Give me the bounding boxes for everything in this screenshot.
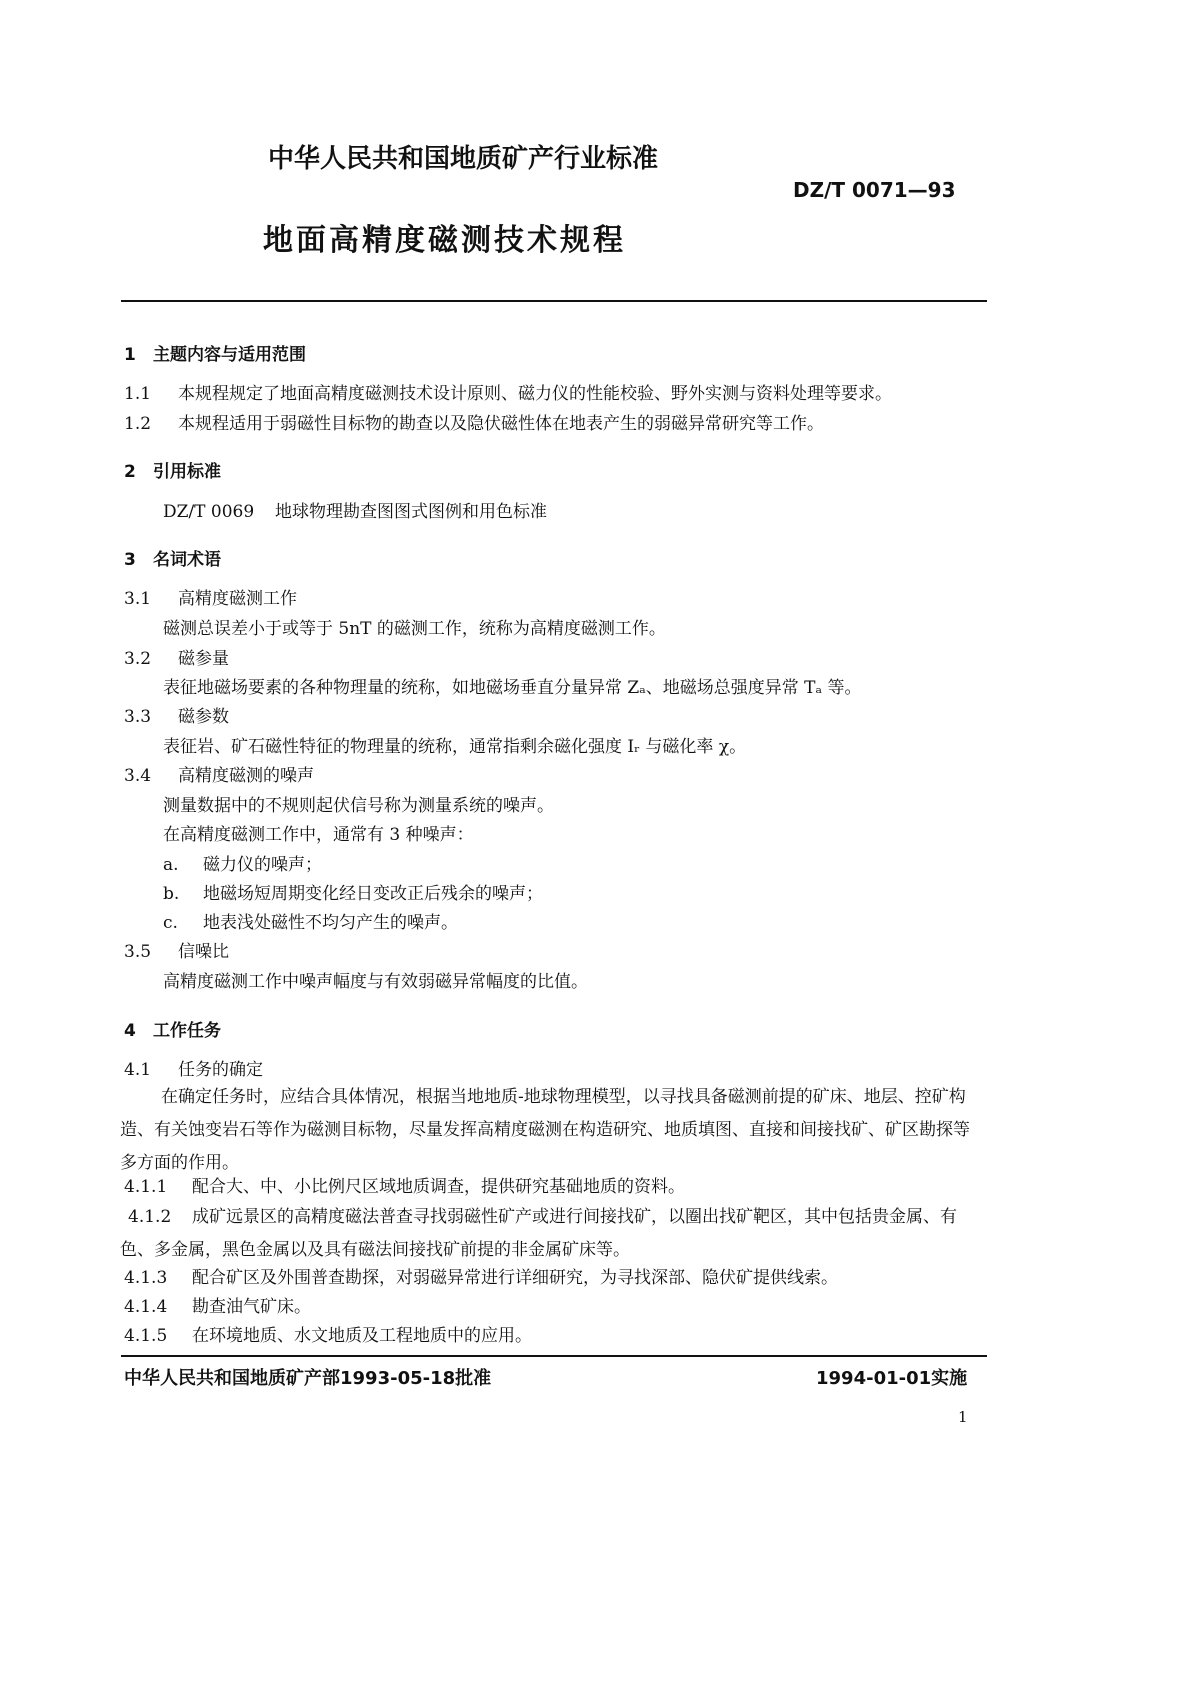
clause-4-1-4: 4.1.4 勘查油气矿床。 <box>124 1297 311 1317</box>
reference-standard: DZ/T 0069 地球物理勘查图图式图例和用色标准 <box>163 502 547 522</box>
section-3-heading: 3 名词术语 <box>124 550 221 570</box>
header-rule <box>121 300 987 302</box>
effective-date: 1994-01-01实施 <box>816 1368 968 1389</box>
term-3-1-title: 3.1 高精度磁测工作 <box>124 589 297 609</box>
term-3-2-title: 3.2 磁参量 <box>124 649 229 669</box>
term-3-4-definition: 测量数据中的不规则起伏信号称为测量系统的噪声。 <box>163 796 554 816</box>
clause-4-1-title: 4.1 任务的确定 <box>124 1060 263 1080</box>
noise-item-b: b. 地磁场短周期变化经日变改正后残余的噪声； <box>163 884 543 904</box>
clause-4-1-text: 在确定任务时，应结合具体情况，根据当地地质-地球物理模型，以寻找具备磁测前提的矿床、地层、控矿构造、有关蚀变岩石等作为磁测目标物，尽量发挥高精度磁测在构造研究、地质填图、直接和间接找矿、矿区勘探等多方面的作用。 <box>120 1087 970 1173</box>
section-2-heading: 2 引用标准 <box>124 462 221 482</box>
term-3-3-definition: 表征岩、矿石磁性特征的物理量的统称，通常指剩余磁化强度 Iᵣ 与磁化率 χ。 <box>163 737 747 757</box>
section-1-heading: 1 主题内容与适用范围 <box>124 345 306 365</box>
clause-4-1-2: 4.1.2 成矿远景区的高精度磁法普查寻找弱磁性矿产或进行间接找矿，以圈出找矿靶区，其中包括贵金属、有色、多金属，黑色金属以及具有磁法间接找矿前提的非金属矿床等。 <box>120 1207 957 1260</box>
noise-item-c: c. 地表浅处磁性不均匀产生的噪声。 <box>163 913 458 933</box>
footer-rule <box>121 1355 987 1357</box>
clause-4-1-5: 4.1.5 在环境地质、水文地质及工程地质中的应用。 <box>124 1326 532 1346</box>
approval-line: 中华人民共和国地质矿产部1993-05-18批准 <box>124 1368 492 1389</box>
term-3-5-definition: 高精度磁测工作中噪声幅度与有效弱磁异常幅度的比值。 <box>163 972 588 992</box>
noise-item-a: a. 磁力仪的噪声； <box>163 855 322 875</box>
clause-4-1-3: 4.1.3 配合矿区及外围普查勘探，对弱磁异常进行详细研究，为寻找深部、隐伏矿提供线索。 <box>124 1268 838 1288</box>
section-4-heading: 4 工作任务 <box>124 1021 221 1041</box>
standard-code: DZ/T 0071—93 <box>793 178 956 202</box>
term-3-1-definition: 磁测总误差小于或等于 5nT 的磁测工作，统称为高精度磁测工作。 <box>163 619 666 639</box>
page-number: 1 <box>958 1408 968 1426</box>
term-3-5-title: 3.5 信噪比 <box>124 942 229 962</box>
clause-1-2: 1.2 本规程适用于弱磁性目标物的勘查以及隐伏磁性体在地表产生的弱磁异常研究等工作。 <box>124 414 824 434</box>
clause-4-1-1: 4.1.1 配合大、中、小比例尺区域地质调查，提供研究基础地质的资料。 <box>124 1177 685 1197</box>
term-3-4-title: 3.4 高精度磁测的噪声 <box>124 766 314 786</box>
org-title: 中华人民共和国地质矿产行业标准 <box>268 144 659 174</box>
term-3-2-definition: 表征地磁场要素的各种物理量的统称，如地磁场垂直分量异常 Zₐ、地磁场总强度异常 Tₐ 等。 <box>163 678 862 698</box>
document-title: 地面高精度磁测技术规程 <box>263 223 626 258</box>
term-3-4-intro: 在高精度磁测工作中，通常有 3 种噪声： <box>163 825 474 845</box>
term-3-3-title: 3.3 磁参数 <box>124 707 229 727</box>
clause-1-1: 1.1 本规程规定了地面高精度磁测技术设计原则、磁力仪的性能校验、野外实测与资料处理等要求。 <box>124 384 892 404</box>
